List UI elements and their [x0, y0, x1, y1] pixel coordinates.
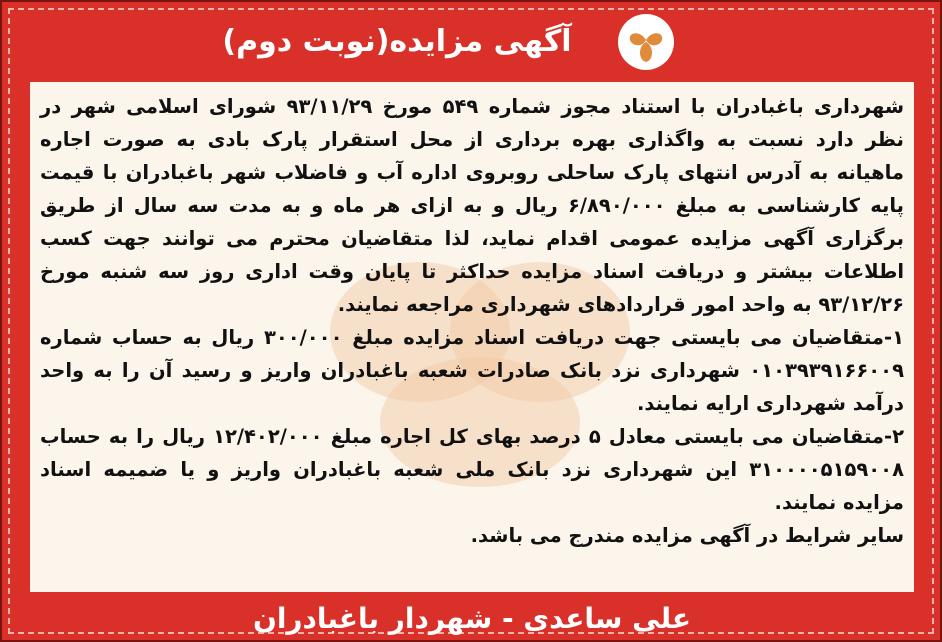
content-panel: [30, 82, 914, 592]
signature: علی ساعدی - شهردار باغبادران: [252, 602, 692, 635]
main-paragraph: شهرداری باغبادران با استناد مجوز شماره ۵۴۹ مورخ ۹۳/۱۱/۲۹ شورای اسلامی شهر در نظر دارد نسبت به واگذاری بهره برداری از محل استقرار پارک بادی به صورت اجاره ماهیانه به آدرس انتهای پارک ساحلی روبروی اداره آب و فاضلاب شهر باغبادران با قیمت پایه کارشناسی به مبلغ ۶/۸۹۰/۰۰۰ ریال و به ازای هر ماه و به مدت سه سال از طریق برگزاری آگهی مزایده عمومی اقدام نماید، لذا متقاضیان محترم می توانند جهت کسب اطلاعات بیشتر و دریافت اسناد مزایده حداکثر تا پایان وقت اداری روز سه شنبه مورخ ۹۳/۱۲/۲۶ به واحد امور قراردادهای شهرداری مراجعه نمایند.: [40, 95, 905, 316]
item-1: ۱-متقاضیان می بایستی جهت دریافت اسناد مزایده مبلغ ۳۰۰/۰۰۰ ریال به حساب شماره ۰۱۰۳۹۳۹۱۶۶۰۰۹ شهرداری نزد بانک صادرات شعبه باغبادران واریز و رسید آن را به واحد درآمد شهرداری ارایه نمایند.: [40, 326, 904, 415]
item-2: ۲-متقاضیان می بایستی معادل ۵ درصد بهای کل اجاره مبلغ ۱۲/۴۰۲/۰۰۰ ریال را به حساب ۳۱۰۰۰۰۵۱۵۹۰۰۸ این شهرداری نزد بانک ملی شعبه باغبادران واریز و یا ضمیمه اسناد مزایده نمایند.: [40, 425, 904, 514]
closing-line: سایر شرایط در آگهی مزایده مندرج می باشد.: [470, 524, 904, 547]
header: [162, 14, 632, 70]
three-heart-emblem-icon: [614, 12, 678, 72]
page-title: آگهی مزایده(نوبت دوم): [222, 24, 572, 59]
